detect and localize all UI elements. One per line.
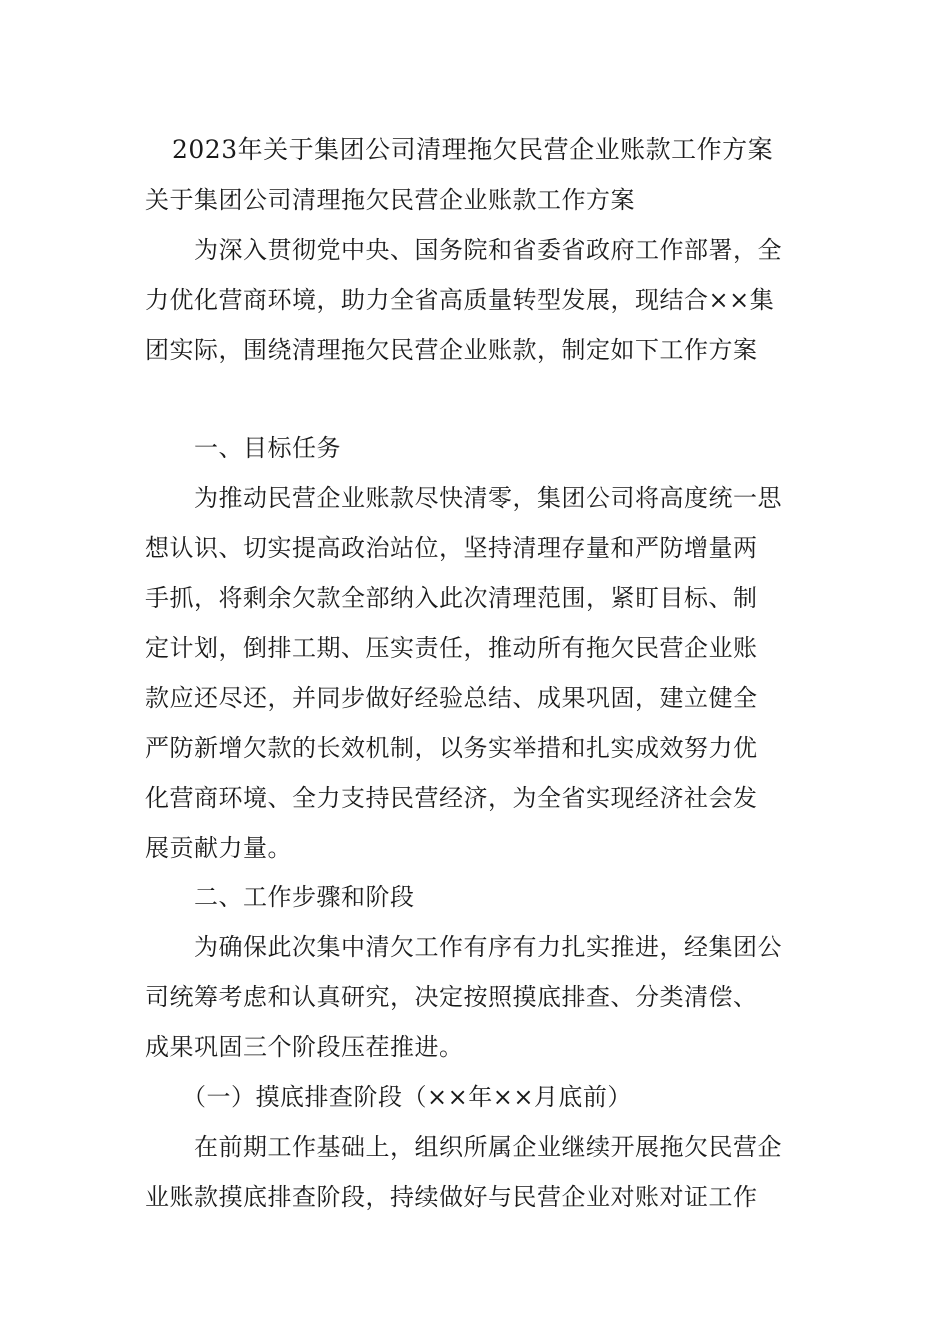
section1-line-3: 手抓，将剩余欠款全部纳入此次清理范围，紧盯目标、制 — [145, 584, 758, 612]
subsection1-line-1: 在前期工作基础上，组织所属企业继续开展拖欠民营企 — [145, 1133, 782, 1161]
section2-line-3: 成果巩固三个阶段压茬推进。 — [145, 1033, 464, 1061]
section1-line-2: 想认识、切实提高政治站位，坚持清理存量和严防增量两 — [145, 534, 758, 562]
document-subtitle: 关于集团公司清理拖欠民营企业账款工作方案 — [145, 186, 635, 214]
intro-line-3: 团实际，围绕清理拖欠民营企业账款，制定如下工作方案 — [145, 336, 758, 364]
intro-line-2: 力优化营商环境，助力全省高质量转型发展，现结合××集 — [145, 286, 775, 314]
subsection1-heading: （一）摸底排查阶段（××年××月底前） — [145, 1083, 632, 1111]
section2-line-2: 司统筹考虑和认真研究，决定按照摸底排查、分类清偿、 — [145, 983, 758, 1011]
section1-line-1: 为推动民营企业账款尽快清零，集团公司将高度统一思 — [145, 484, 782, 512]
intro-line-1: 为深入贯彻党中央、国务院和省委省政府工作部署，全 — [145, 236, 782, 264]
section2-heading: 二、工作步骤和阶段 — [145, 883, 415, 911]
section1-line-7: 化营商环境、全力支持民营经济，为全省实现经济社会发 — [145, 784, 758, 812]
section1-heading: 一、目标任务 — [145, 434, 341, 462]
section1-line-6: 严防新增欠款的长效机制，以务实举措和扎实成效努力优 — [145, 734, 758, 762]
section2-line-1: 为确保此次集中清欠工作有序有力扎实推进，经集团公 — [145, 933, 782, 961]
section1-line-4: 定计划，倒排工期、压实责任，推动所有拖欠民营企业账 — [145, 634, 758, 662]
section1-line-5: 款应还尽还，并同步做好经验总结、成果巩固，建立健全 — [145, 684, 758, 712]
section1-line-8: 展贡献力量。 — [145, 834, 292, 862]
document-title: 2023年关于集团公司清理拖欠民营企业账款工作方案 — [172, 135, 774, 164]
subsection1-line-2: 业账款摸底排查阶段，持续做好与民营企业对账对证工作 — [145, 1183, 758, 1211]
